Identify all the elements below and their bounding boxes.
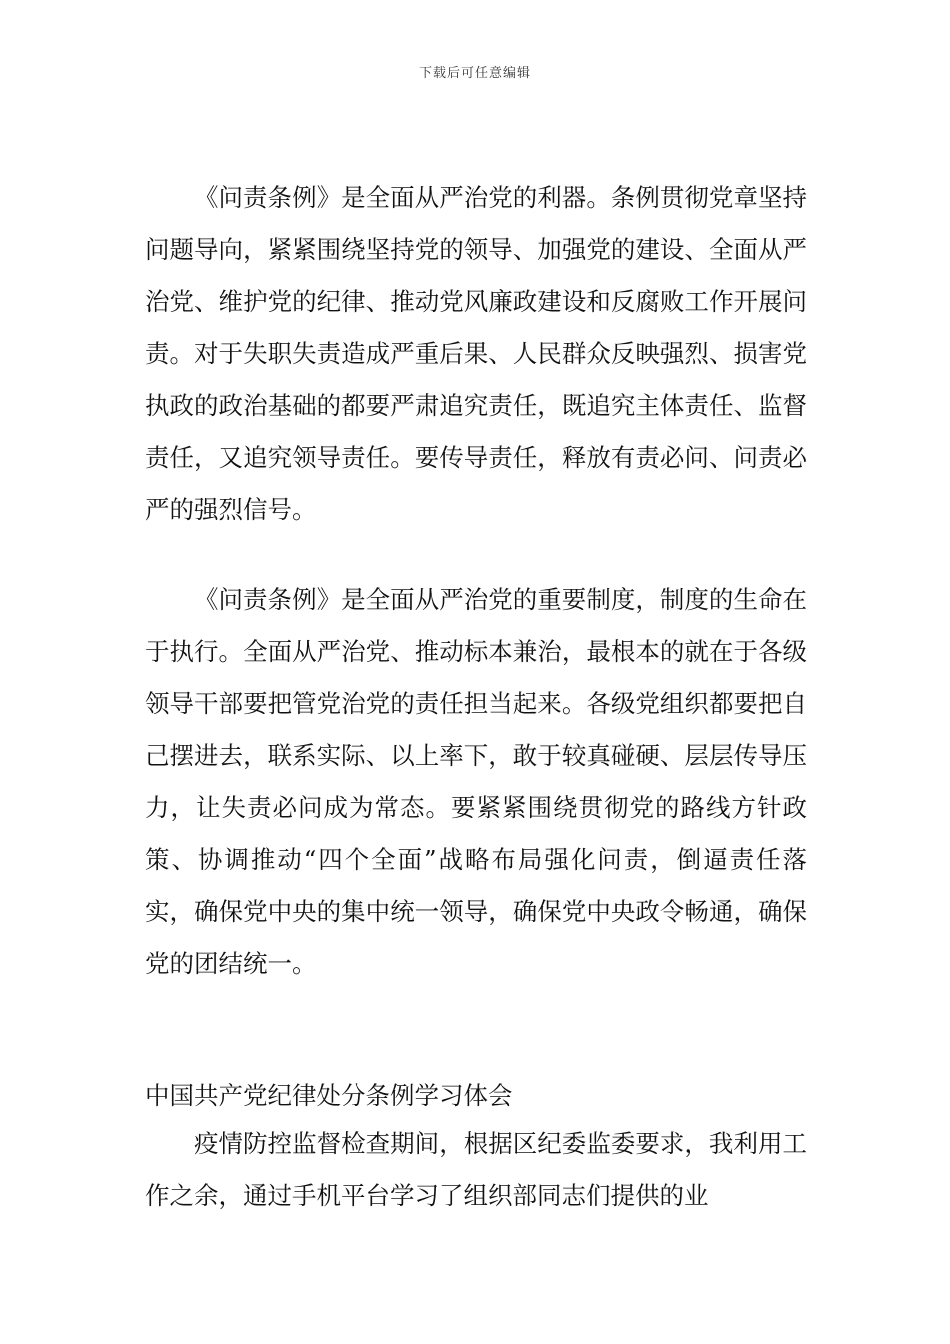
paragraph-text: 《问责条例》是全面从严治党的利器。条例贯彻党章坚持问题导向，紧紧围绕坚持党的领导、加强党的建设、全面从严治党、维护党的纪律、推动党风廉政建设和反腐败工作开展问责。对于失职失责造成严重后果、人民群众反映强烈、损害党执政的政治基础的都要严肃追究责任，既追究主体责任、监督责任，又追究领导责任。要传导责任，释放有责必问、问责必严的强烈信号。 [145, 183, 807, 524]
paragraph-accountability-tool [145, 172, 807, 536]
section-title: 中国共产党纪律处分条例学习体会 [145, 1081, 513, 1110]
page-header-note: 下载后可任意编辑 [418, 66, 531, 81]
paragraph-text: 疫情防控监督检查期间，根据区纪委监委要求，我利用工作之余，通过手机平台学习了组织部同志们提供的业 [145, 1129, 807, 1210]
paragraph-study-experience [145, 1118, 807, 1222]
paragraph-accountability-system [145, 574, 807, 990]
paragraph-text: 《问责条例》是全面从严治党的重要制度，制度的生命在于执行。全面从严治党、推动标本兼治，最根本的就在于各级领导干部要把管党治党的责任担当起来。各级党组织都要把自己摆进去，联系实际、以上率下，敢于较真碰硬、层层传导压力，让失责必问成为常态。要紧紧围绕贯彻党的路线方针政策、协调推动“四个全面”战略布局强化问责，倒逼责任落实，确保党中央的集中统一领导，确保党中央政令畅通，确保党的团结统一。 [145, 585, 807, 978]
